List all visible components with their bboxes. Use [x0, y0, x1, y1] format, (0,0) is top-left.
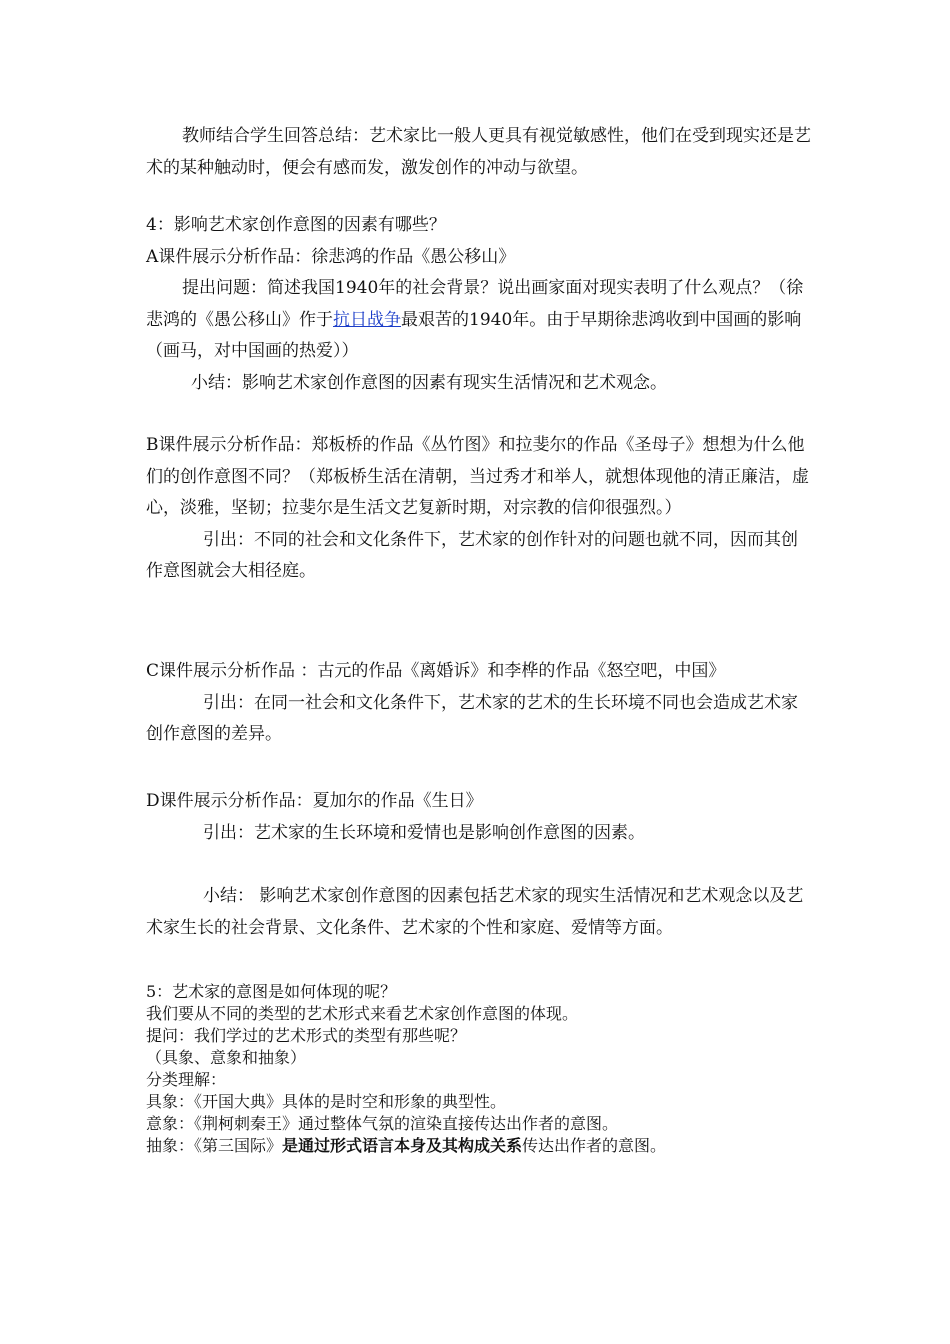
section-c	[146, 656, 814, 751]
link-anti-japanese-war[interactable]: 抗日战争	[333, 309, 401, 330]
line-abstract	[146, 1135, 814, 1157]
line-classify: 分类理解：	[146, 1070, 227, 1089]
line-ask: 提问：我们学过的艺术形式的类型有那些呢？	[146, 1026, 467, 1045]
line-imagery: 意象：《荆柯刺秦王》通过整体气氛的渲染直接传达出作者的意图。	[146, 1114, 619, 1133]
section-4	[146, 210, 814, 399]
line-intro: 我们要从不同的类型的艺术形式来看艺术家创作意图的体现。	[146, 1004, 579, 1023]
item-a-question-text-end: 最艰苦的1940年。由于早期徐悲鸿收到中国画的影响（画马，对中国画的热爱））	[146, 309, 802, 361]
item-d-lead: 引出：艺术家的生长环境和爱情也是影响创作意图的因素。	[203, 822, 645, 843]
text-final-summary: 小结： 影响艺术家创作意图的因素包括艺术家的现实生活情况和艺术观念以及艺术家生长的社会背景、文化条件、艺术家的个性和家庭、爱情等方面。	[146, 886, 804, 938]
item-a-summary: 小结：影响艺术家创作意图的因素有现实生活情况和艺术观念。	[191, 372, 667, 393]
line-abstract-bold: 是通过形式语言本身及其构成关系	[282, 1136, 523, 1155]
line-answer: （具象、意象和抽象）	[146, 1048, 307, 1067]
paragraph-teacher-summary	[146, 121, 814, 184]
section-summary	[146, 881, 814, 944]
item-c-lead: 引出：在同一社会和文化条件下，艺术家的艺术的生长环境不同也会造成艺术家创作意图的差异。	[146, 692, 798, 744]
item-a-question	[146, 273, 814, 368]
section-d	[146, 786, 814, 849]
line-concrete: 具象：《开国大典》具体的是时空和形象的典型性。	[146, 1092, 507, 1111]
item-b-lead: 引出：不同的社会和文化条件下，艺术家的创作针对的问题也就不同，因而其创作意图就会大相径庭。	[146, 529, 798, 581]
line-abstract-suffix: 传达出作者的意图。	[522, 1136, 667, 1155]
heading-question-4: 4：影响艺术家创作意图的因素有哪些？	[146, 215, 446, 235]
item-a-title: A课件展示分析作品：徐悲鸿的作品《愚公移山》	[146, 246, 516, 267]
section-b	[146, 430, 814, 588]
line-abstract-prefix: 抽象：《第三国际》	[146, 1136, 283, 1155]
text-teacher-summary: 教师结合学生回答总结：艺术家比一般人更具有视觉敏感性，他们在受到现实还是艺术的某种触动时，便会有感而发，激发创作的冲动与欲望。	[146, 126, 811, 178]
section-5	[146, 981, 814, 1157]
heading-question-5: 5：艺术家的意图是如何体现的呢？	[146, 982, 397, 1001]
item-b-text: B课件展示分析作品：郑板桥的作品《丛竹图》和拉斐尔的作品《圣母子》想想为什么他们的创作意图不同？（郑板桥生活在清朝，当过秀才和举人，就想体现他的清正廉洁，虚心，淡雅，坚韧；拉斐尔是生活文艺复新时期，对宗教的信仰很强烈。）	[146, 435, 809, 518]
item-c-title: C课件展示分析作品 ：古元的作品《离婚诉》和李桦的作品《怒空吧，中国》	[146, 661, 726, 681]
item-d-title: D课件展示分析作品：夏加尔的作品《生日》	[146, 791, 483, 811]
item-a-question-text: 提出问题：简述我国1940年的社会背景？说出画家面对现实表明了什么观点？（徐悲鸿的《愚公移山》作于	[146, 278, 804, 330]
